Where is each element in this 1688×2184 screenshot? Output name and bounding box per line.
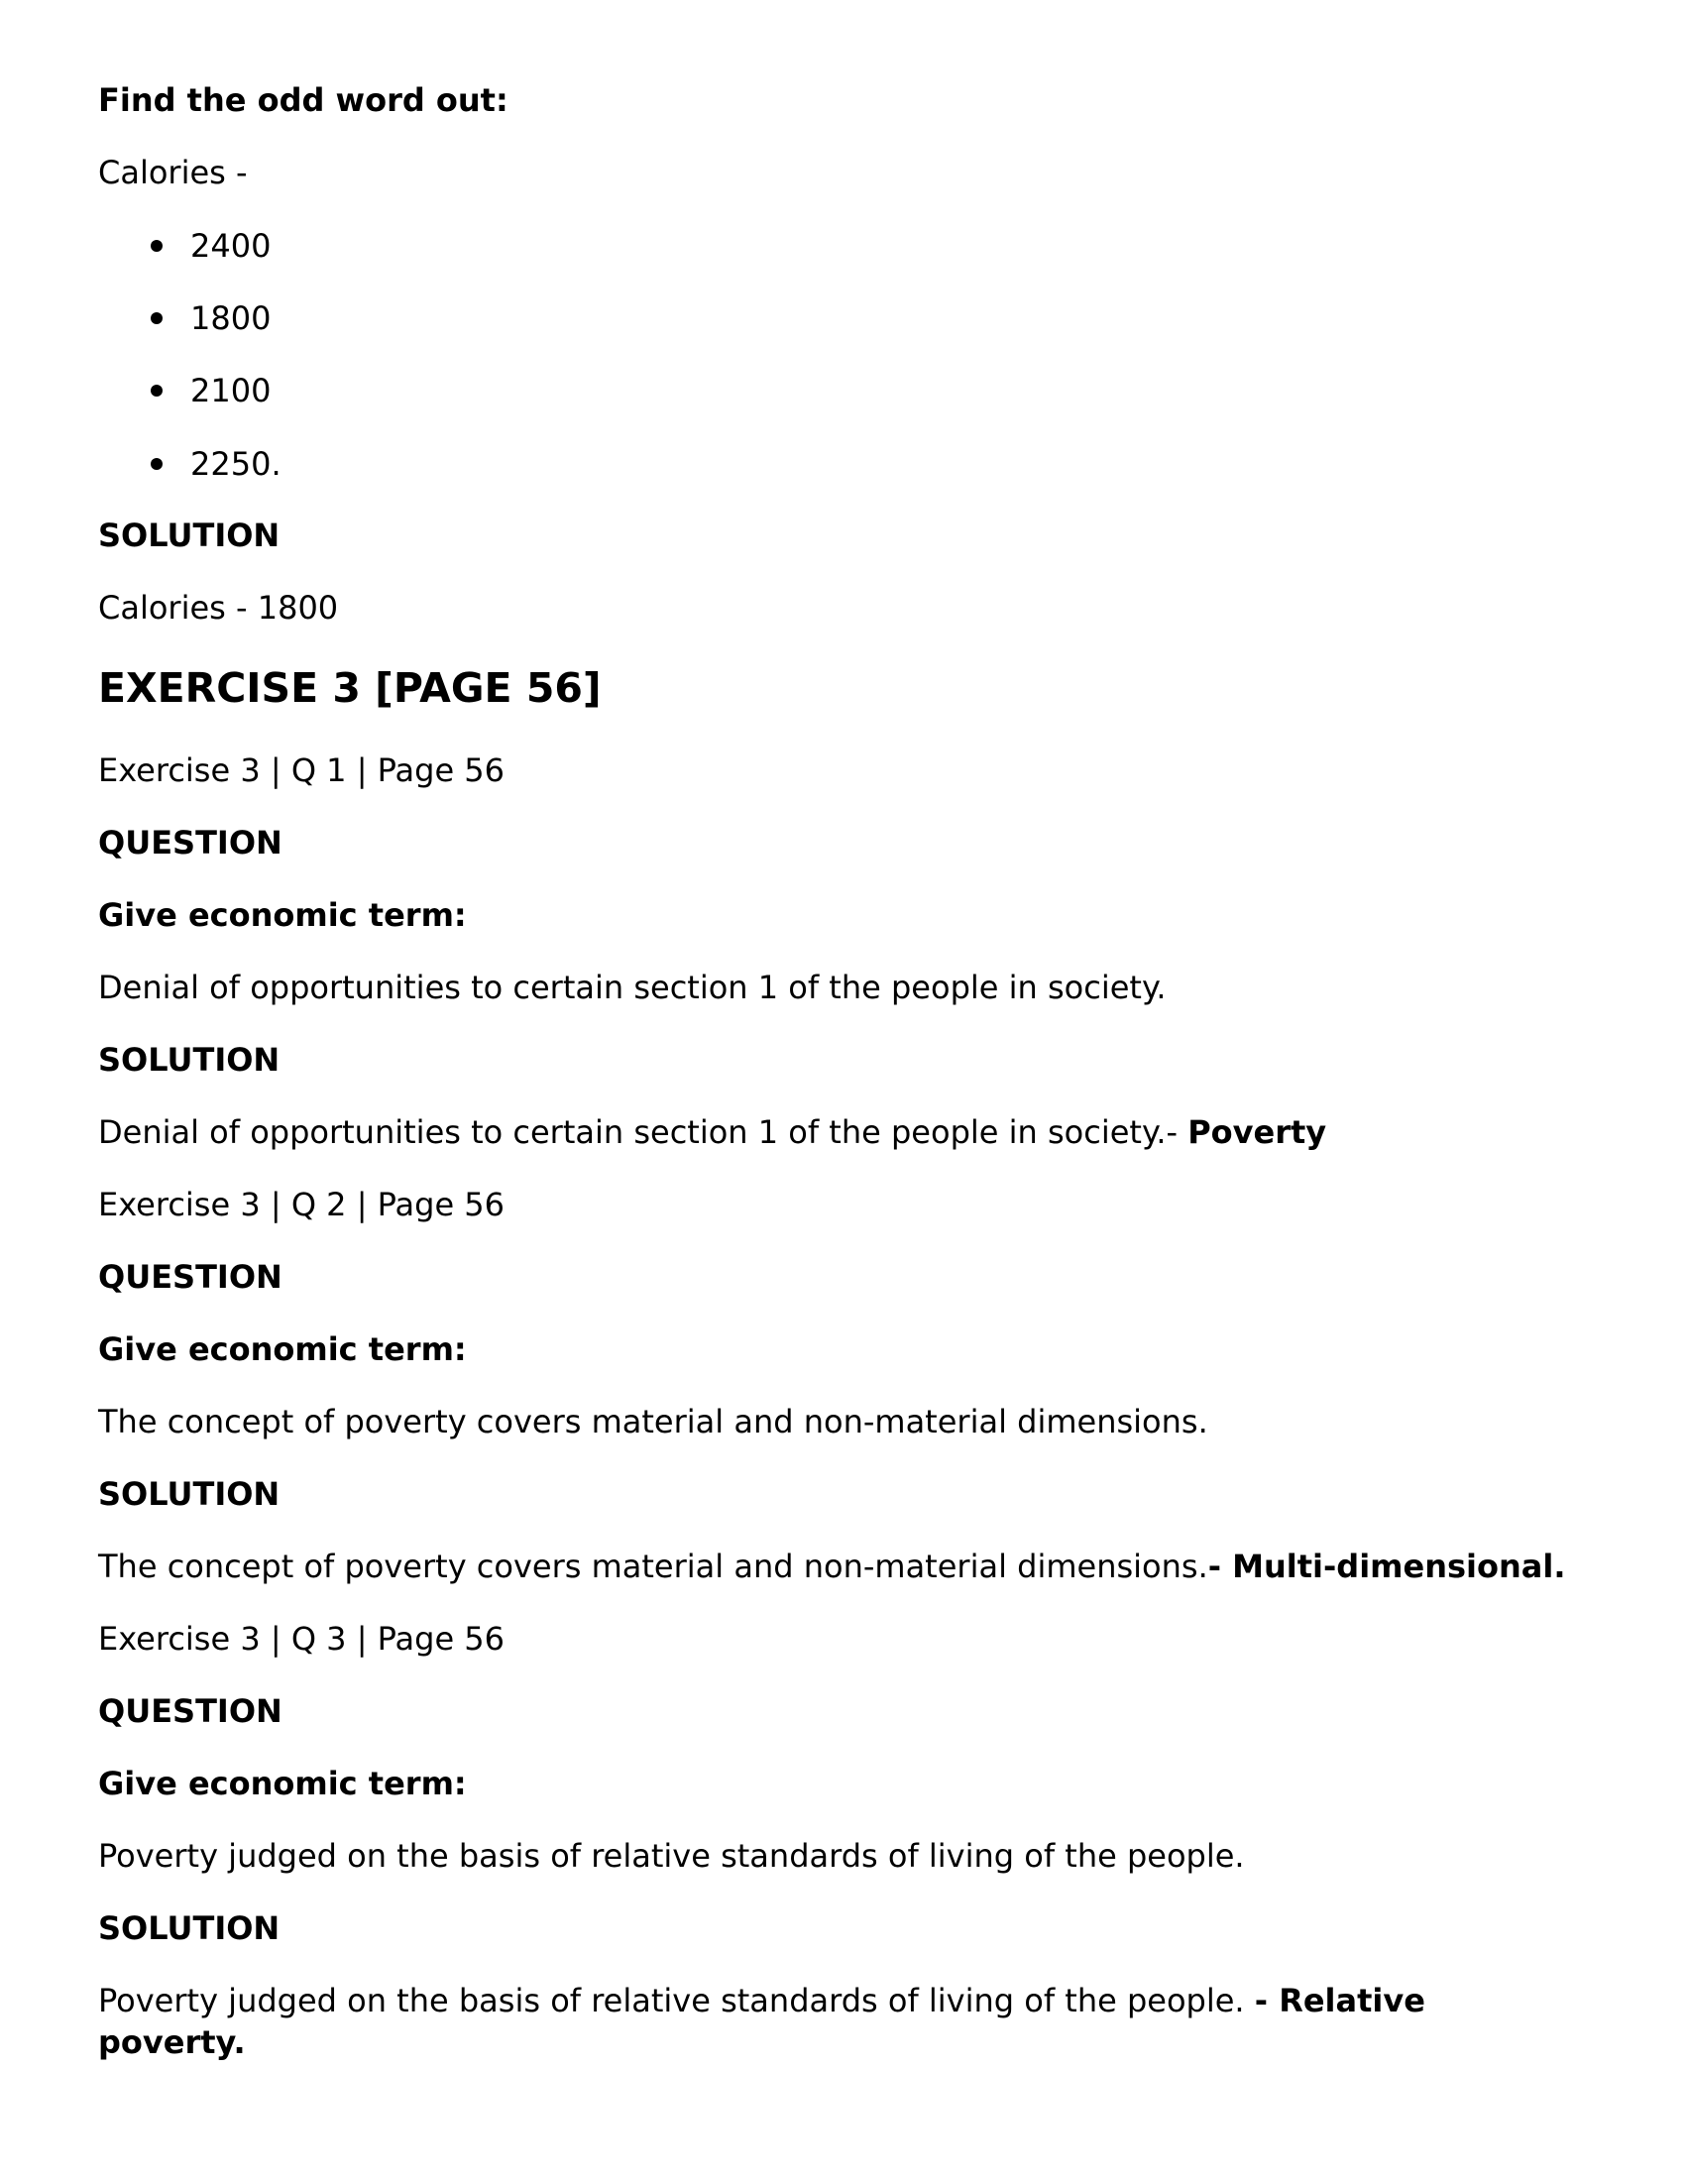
solution-answer: - Relative [1254,1982,1425,2019]
solution-answer-continued: poverty. [98,2023,246,2061]
question-ref: Exercise 3 | Q 2 | Page 56 [98,1186,506,1223]
solution-text: Denial of opportunities to certain section 1 of the people in society.- [98,1113,1179,1151]
question-instruction: Give economic term: [98,896,467,934]
question-label: QUESTION [98,1258,282,1296]
solution-line [98,1547,1566,1586]
solution-text: The concept of poverty covers material and non-material dimensions. [98,1548,1208,1585]
option-item: 2400 [190,227,272,265]
question-label: QUESTION [98,824,282,862]
solution-line [98,1112,1326,1152]
solution-label: SOLUTION [98,1909,281,1947]
solution-label: SOLUTION [98,517,281,554]
odd-word-title: Find the odd word out: [98,81,508,119]
solution-label: SOLUTION [98,1475,281,1513]
question-text: Poverty judged on the basis of relative standards of living of the people. [98,1837,1245,1875]
question-ref: Exercise 3 | Q 3 | Page 56 [98,1620,506,1658]
exercise-heading: EXERCISE 3 [PAGE 56] [98,664,602,712]
question-instruction: Give economic term: [98,1765,467,1802]
question-label: QUESTION [98,1692,282,1730]
solution-text: Poverty judged on the basis of relative standards of living of the people. [98,1982,1245,2019]
bullet-dot [151,240,163,252]
option-item: 1800 [190,299,272,337]
bullet-dot [151,458,163,470]
solution-answer: Poverty [1187,1113,1327,1151]
bullet-dot [151,385,163,397]
question-ref: Exercise 3 | Q 1 | Page 56 [98,751,506,789]
question-text: The concept of poverty covers material and non-material dimensions. [98,1403,1208,1440]
question-instruction: Give economic term: [98,1330,467,1368]
solution-line [98,1981,1425,2020]
solution-answer: - Multi-dimensional. [1207,1548,1566,1585]
question-text: Denial of opportunities to certain section 1 of the people in society. [98,969,1167,1006]
solution-text: Calories - 1800 [98,589,339,627]
option-item: 2250. [190,445,281,483]
option-item: 2100 [190,372,272,409]
solution-label: SOLUTION [98,1041,281,1079]
bullet-dot [151,312,163,324]
odd-word-prompt: Calories - [98,154,248,191]
